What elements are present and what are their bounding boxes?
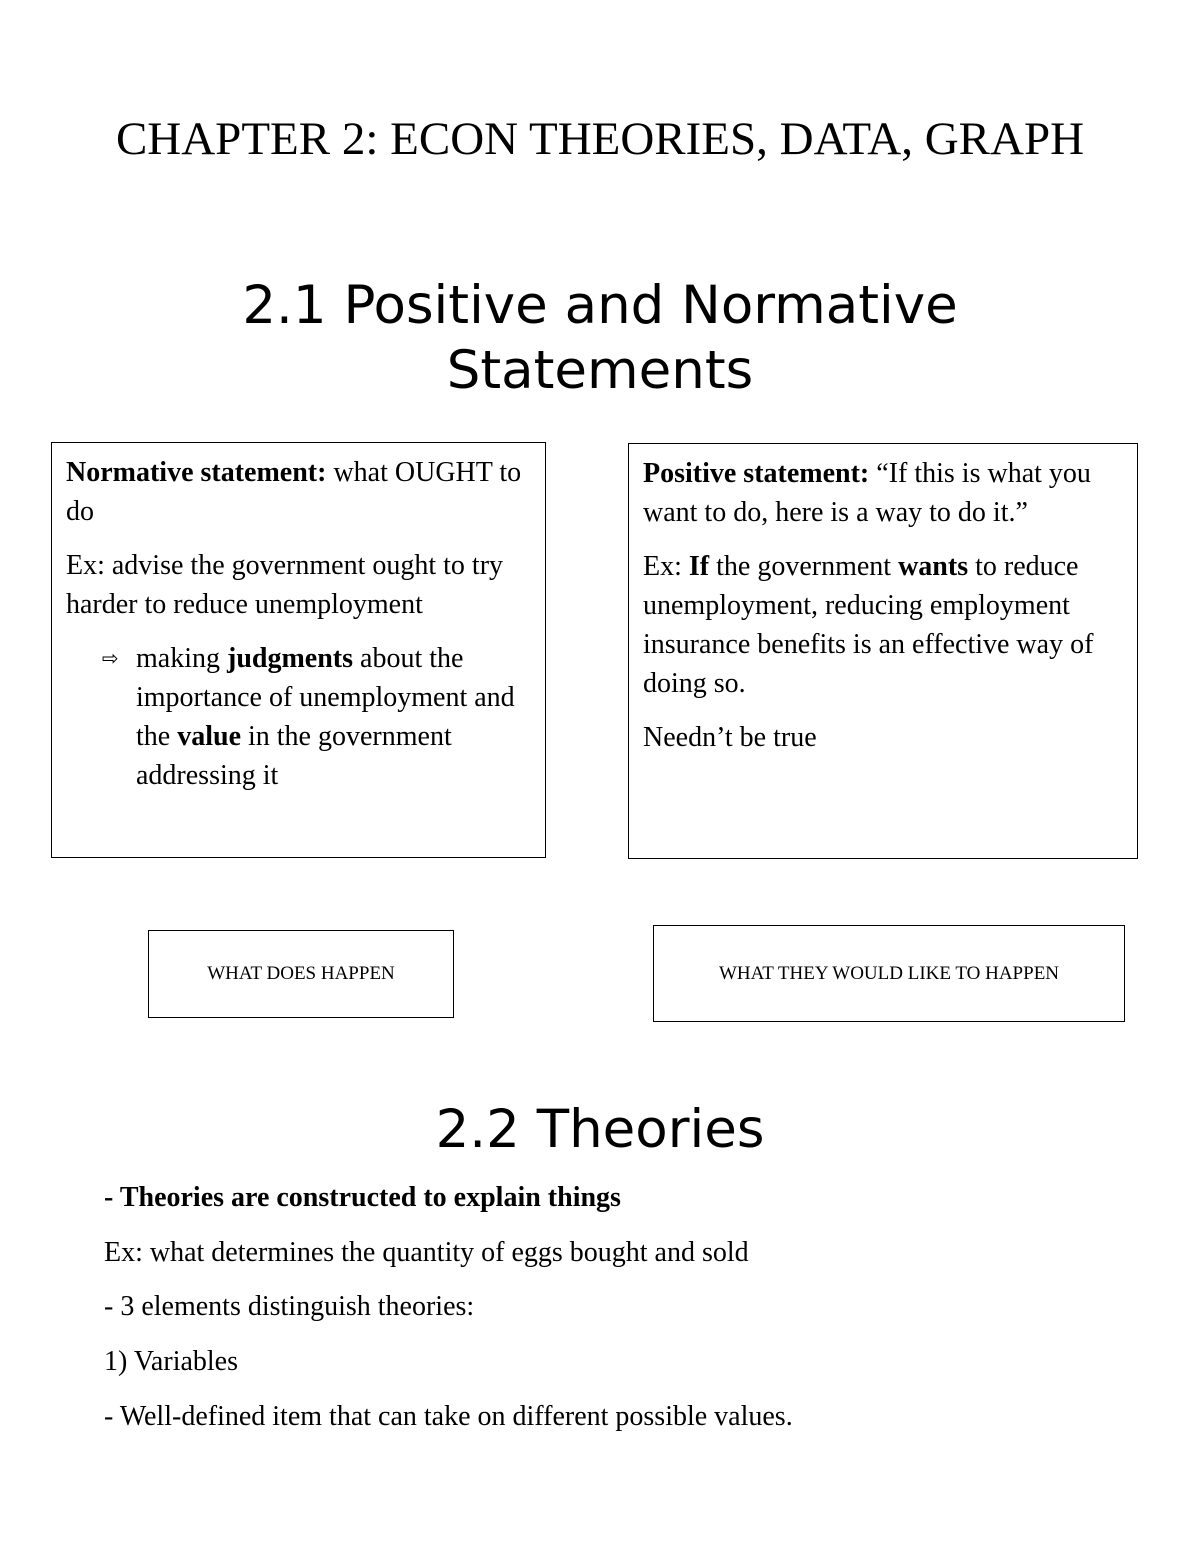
right-arrow-icon: ⇨ <box>102 646 119 670</box>
positive-example-prefix: Ex: <box>643 551 689 582</box>
normative-definition-text: what OUGHT to do <box>66 457 522 527</box>
positive-note: Needn’t be true <box>643 722 817 753</box>
positive-example-wants: wants <box>898 551 969 582</box>
theory-line-5: - Well-defined item that can take on different possible values. <box>104 1401 793 1432</box>
positive-term: Positive statement: <box>643 458 870 489</box>
positive-definition <box>643 454 1123 532</box>
positive-example-if: If <box>688 551 710 582</box>
label-what-does-happen: WHAT DOES HAPPEN <box>148 930 454 1018</box>
section-title-2-2: 2.2 Theories <box>435 1099 765 1160</box>
arrow-text-post: in the government addressing it <box>136 721 452 791</box>
positive-definition-text: “If this is what you want to do, here is a way to do it.” <box>643 458 1091 528</box>
normative-example: Ex: advise the government ought to try harder to reduce unemployment <box>66 550 504 620</box>
positive-example-mid: the government <box>709 551 899 582</box>
theory-line-4: 1) Variables <box>104 1346 238 1377</box>
chapter-title: CHAPTER 2: ECON THEORIES, DATA, GRAPH <box>115 113 1085 165</box>
section-title-2-1: 2.1 Positive and Normative Statements <box>242 275 958 401</box>
arrow-text-value: value <box>177 721 241 752</box>
positive-statement-box <box>628 443 1138 859</box>
normative-arrow-item <box>66 639 531 795</box>
theory-line-1: - Theories are constructed to explain things <box>104 1182 621 1213</box>
arrow-text-mid: about the importance of unemployment and the <box>136 643 515 752</box>
label-what-they-would-like: WHAT THEY WOULD LIKE TO HAPPEN <box>653 925 1125 1022</box>
normative-definition <box>66 453 531 531</box>
normative-arrow-text <box>136 639 531 795</box>
arrow-text-pre: making <box>136 643 227 674</box>
theory-line-3: - 3 elements distinguish theories: <box>104 1291 475 1322</box>
theory-line-2: Ex: what determines the quantity of eggs bought and sold <box>104 1237 749 1268</box>
normative-statement-box <box>51 442 546 858</box>
positive-example <box>643 547 1123 703</box>
positive-example-rest: to reduce unemployment, reducing employment insurance benefits is an effective way of doing so. <box>643 551 1094 699</box>
normative-term: Normative statement: <box>66 457 327 488</box>
arrow-text-judgments: judgments <box>227 643 354 674</box>
